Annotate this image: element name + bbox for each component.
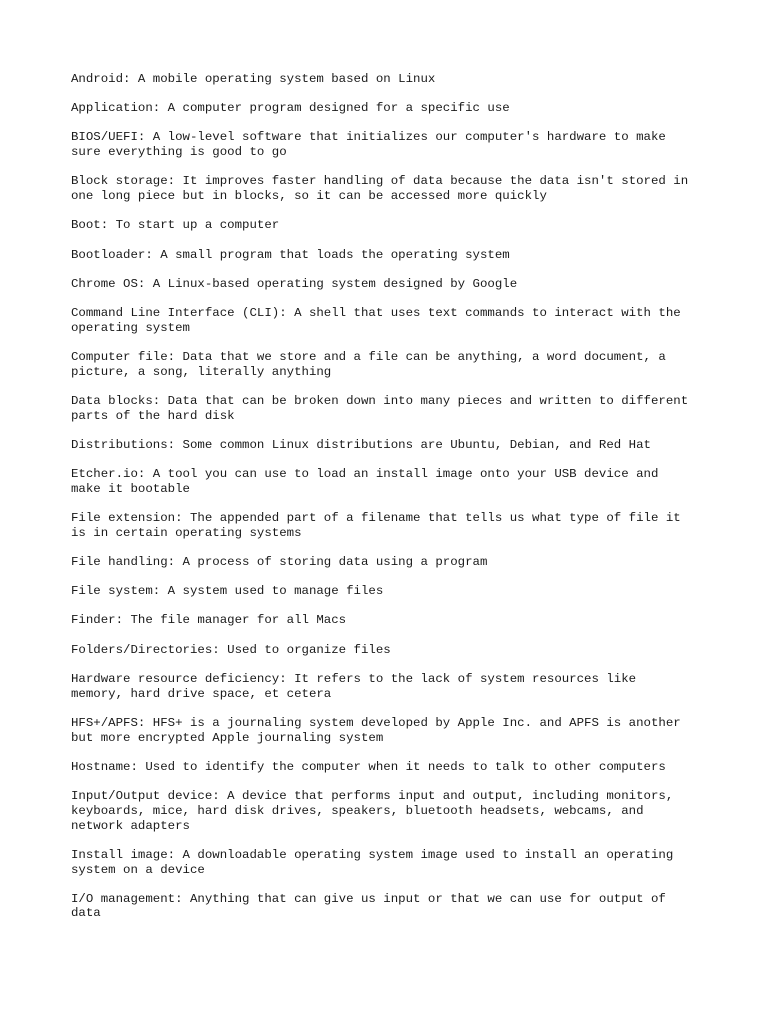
glossary-entry-input-output-device: Input/Output device: A device that performs input and output, including monitors, keyboards, mice, hard disk drives, speakers, bluetooth headsets, webcams, and network adapters [71,788,674,833]
glossary-entry-install-image: Install image: A downloadable operating system image used to install an operating system on a device [71,847,674,877]
glossary-entry-file-system: File system: A system used to manage files [71,584,384,599]
glossary-entry-android: Android: A mobile operating system based on Linux [71,72,436,86]
glossary-entry-boot: Boot: To start up a computer [71,218,280,233]
glossary-entry-hfs-apfs: HFS+/APFS: HFS+ is a journaling system developed by Apple Inc. and APFS is another but more encrypted Apple journaling system [71,715,681,745]
glossary-entry-finder: Finder: The file manager for all Macs [71,613,347,628]
glossary-entry-file-handling: File handling: A process of storing data using a program [71,555,488,570]
glossary-entry-chrome-os: Chrome OS: A Linux-based operating system designed by Google [71,276,518,291]
glossary-entry-block-storage: Block storage: It improves faster handling of data because the data isn't stored in one long piece but in blocks, so it can be accessed more quickly [71,174,689,204]
glossary-entry-file-extension: File extension: The appended part of a filename that tells us what type of file it is in certain operating systems [71,511,681,540]
glossary-entry-io-management: I/O management: Anything that can give us input or that we can use for output of data [71,891,666,921]
glossary-entry-distributions: Distributions: Some common Linux distributions are Ubuntu, Debian, and Red Hat [71,437,651,452]
glossary-entry-cli: Command Line Interface (CLI): A shell that uses text commands to interact with the operating system [71,305,681,335]
glossary-entry-folders-directories: Folders/Directories: Used to organize files [71,642,391,657]
glossary-entry-bootloader: Bootloader: A small program that loads the operating system [71,247,510,262]
glossary-entry-hostname: Hostname: Used to identify the computer when it needs to talk to other computers [71,759,666,774]
glossary-entry-computer-file: Computer file: Data that we store and a file can be anything, a word document, a picture, a song, literally anything [71,349,666,379]
glossary-entry-application: Application: A computer program designed for a specific use [71,101,510,116]
glossary-entry-bios-uefi: BIOS/UEFI: A low-level software that initializes our computer's hardware to make sure everything is good to go [71,130,666,160]
glossary-entry-data-blocks: Data blocks: Data that can be broken down into many pieces and written to different parts of the hard disk [71,393,689,423]
glossary-entry-etcher-io: Etcher.io: A tool you can use to load an install image onto your USB device and make it bootable [71,467,659,496]
glossary-entry-hardware-resource-deficiency: Hardware resource deficiency: It refers to the lack of system resources like memory, hard drive space, et cetera [71,671,637,701]
